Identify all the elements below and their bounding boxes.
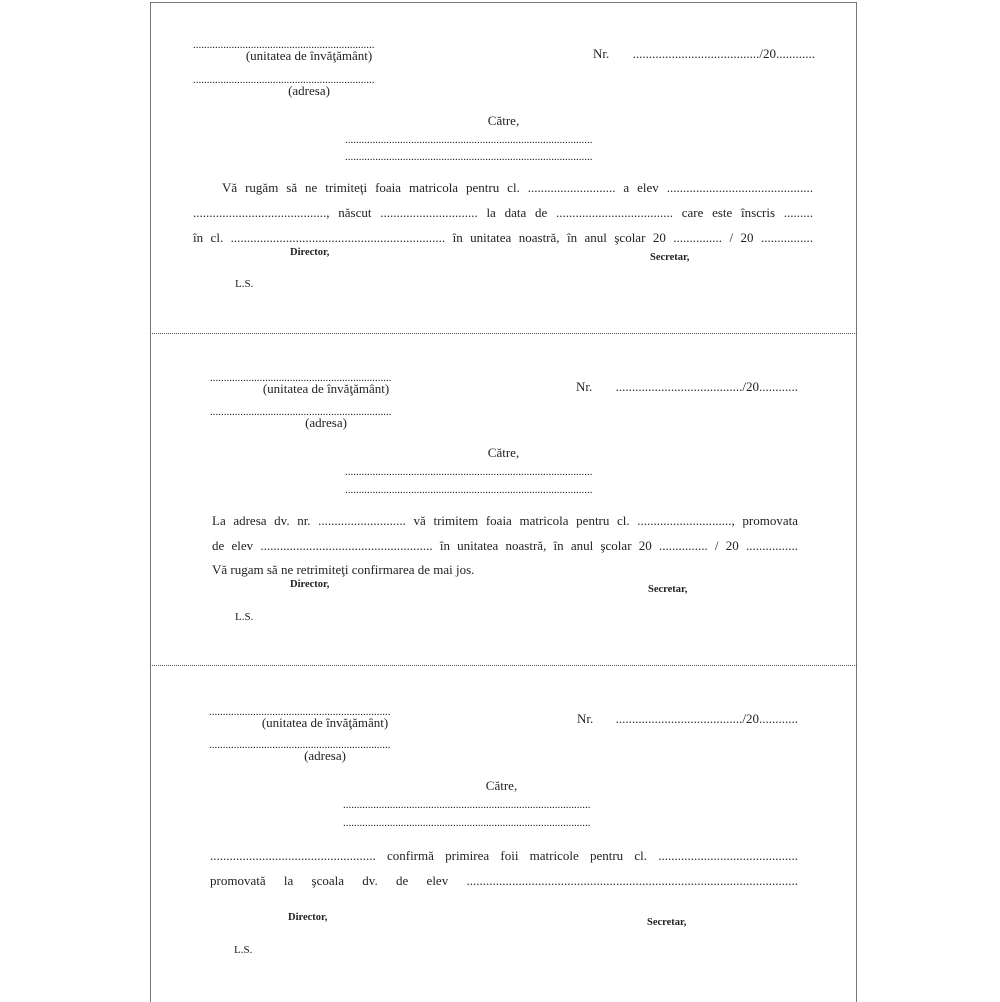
body-line: Vă rugăm să ne trimiteţi foaia matricola pentru cl. ........................... a elev ............................................. — [222, 181, 813, 195]
school-unit-field: .................................................................. — [210, 372, 392, 384]
registration-number: Nr. ......................................./20............ — [577, 712, 798, 726]
body-line: ........................................., născut .............................. la data de .................................... care este înscris ......... — [193, 206, 813, 220]
address-label: (adresa) — [304, 748, 346, 763]
recipient-line: .......................................................................................... — [345, 484, 593, 496]
body-line: în cl. .................................................................. în unitatea noastră, în anul şcolar 20 ............... / 20 ................ — [193, 231, 813, 245]
body-line: Vă rugam să ne retrimiteţi confirmarea de mai jos. — [212, 562, 475, 577]
director-signature: Director, — [290, 247, 330, 258]
recipient-label: Către, — [487, 445, 520, 460]
recipient-line: .......................................................................................... — [345, 466, 593, 478]
school-unit-field: .................................................................. — [209, 706, 391, 718]
body-line: La adresa dv. nr. ........................... vă trimitem foaia matricola pentru cl. ............................., promovata — [212, 514, 798, 528]
address-field: .................................................................. — [210, 406, 392, 418]
body-line: ................................................... confirmă primirea foii matricole pentru cl. ........................................... — [210, 849, 798, 863]
secretary-signature: Secretar, — [650, 252, 690, 263]
address-field: .................................................................. — [193, 74, 375, 86]
recipient-line: .......................................................................................... — [343, 799, 591, 811]
cut-line — [150, 665, 857, 666]
school-unit-label: (unitatea de învăţământ) — [245, 48, 373, 63]
secretary-signature: Secretar, — [648, 584, 688, 595]
body-line: promovată la şcoala dv. de elev ...................................................................................................... — [210, 874, 798, 888]
secretary-signature: Secretar, — [647, 917, 687, 928]
cut-line — [150, 333, 857, 334]
seal-placeholder: L.S. — [235, 611, 254, 623]
registration-number: Nr. ......................................./20............ — [593, 47, 815, 61]
recipient-label: Către, — [487, 113, 520, 128]
address-field: .................................................................. — [209, 739, 391, 751]
recipient-line: .......................................................................................... — [343, 817, 591, 829]
school-unit-label: (unitatea de învăţământ) — [262, 381, 390, 396]
seal-placeholder: L.S. — [235, 278, 254, 290]
body-line: de elev ..................................................... în unitatea noastră, în anul şcolar 20 ............... / 20 ................ — [212, 539, 798, 553]
director-signature: Director, — [288, 912, 328, 923]
recipient-label: Către, — [485, 778, 518, 793]
registration-number: Nr. ......................................./20............ — [576, 380, 798, 394]
recipient-line: .......................................................................................... — [345, 134, 593, 146]
recipient-line: .......................................................................................... — [345, 151, 593, 163]
school-unit-label: (unitatea de învăţământ) — [261, 715, 389, 730]
address-label: (adresa) — [288, 83, 330, 98]
address-label: (adresa) — [305, 415, 347, 430]
seal-placeholder: L.S. — [234, 944, 253, 956]
school-unit-field: .................................................................. — [193, 39, 375, 51]
director-signature: Director, — [290, 579, 330, 590]
